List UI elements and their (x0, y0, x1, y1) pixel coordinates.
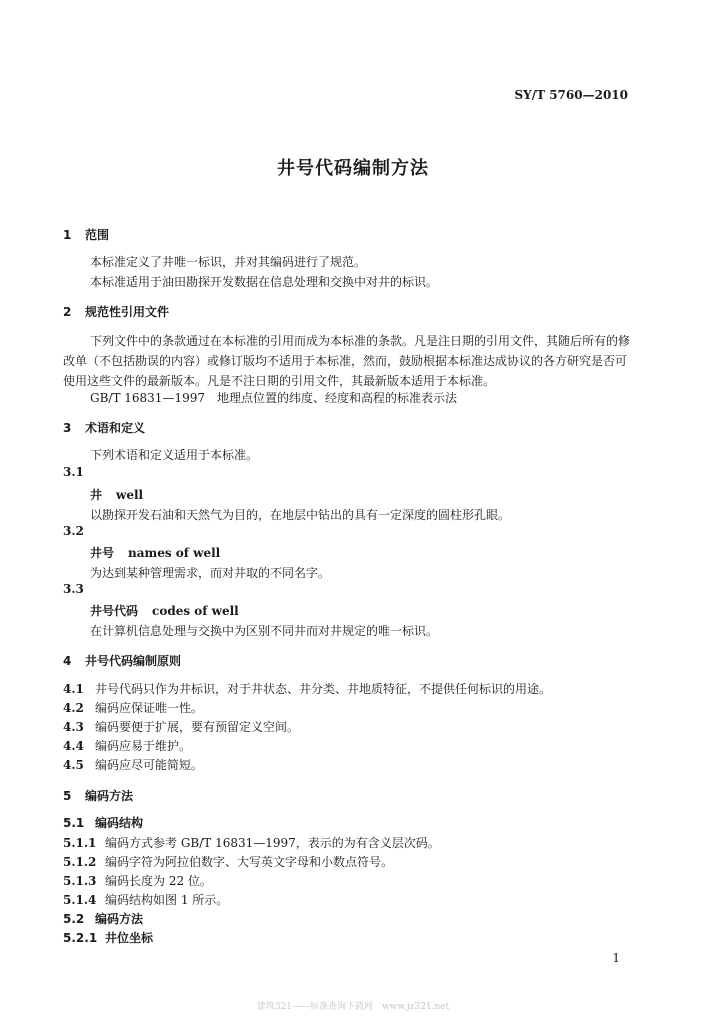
term-cn: 井号 (90, 546, 115, 560)
term-definition: 为达到某种管理需求，而对井取的不同名字。 (90, 566, 331, 580)
section-title: 规范性引用文件 (85, 305, 170, 319)
clause-number: 4.3 (63, 720, 84, 734)
section-number: 5.2 (63, 912, 85, 926)
clause-number: 4.2 (63, 701, 84, 715)
clause-text: 编码要便于扩展，要有预留定义空间。 (95, 720, 300, 734)
list-item (63, 872, 212, 889)
term-number: 3.1 (63, 465, 84, 479)
section-number: 5 (63, 789, 72, 803)
section-number: 5.1 (63, 816, 85, 830)
section-title: 编码方法 (95, 912, 144, 926)
subsection-5-2-heading (63, 910, 143, 927)
term-cn: 井号代码 (90, 604, 139, 618)
clause-text: 编码结构如图 1 所示。 (105, 893, 229, 907)
subsection-5-1-heading (63, 814, 143, 831)
clause-number: 4.1 (63, 682, 84, 696)
list-item (63, 834, 440, 851)
list-item (63, 737, 191, 754)
clause-text: 编码应尽可能简短。 (95, 758, 204, 772)
list-item (63, 756, 203, 773)
clause-text: 编码应易于维护。 (95, 739, 192, 753)
subsection-5-2-1-heading (63, 929, 153, 946)
section-number: 4 (63, 654, 72, 668)
section-number: 2 (63, 305, 72, 319)
document-title: 井号代码编制方法 (277, 158, 429, 179)
clause-text: 井号代码只作为井标识，对于井状态、井分类、井地质特征，不提供任何标识的用途。 (95, 682, 552, 696)
section-title: 井位坐标 (105, 931, 154, 945)
section-title: 术语和定义 (85, 421, 146, 435)
clause-number: 5.1.1 (63, 836, 97, 850)
refs-paragraph: 下列文件中的条款通过在本标准的引用而成为本标准的条款。凡是注日期的引用文件，其随后所有的修改单（不包括勘误的内容）或修订版均不适用于本标准，然而，鼓励根据本标准达成协议的各方研究是否可使用这些文件的最新版本。凡是不注日期的引用文件，其最新版本适用于本标准。 (63, 334, 631, 388)
section-title: 井号代码编制原则 (85, 654, 182, 668)
list-item (63, 680, 551, 697)
term-heading-well (90, 486, 143, 503)
list-item (63, 699, 203, 716)
clause-text: 编码字符为阿拉伯数字、大写英文字母和小数点符号。 (105, 855, 394, 869)
scope-paragraph-2: 本标准适用于油田勘探开发数据在信息处理和交换中对井的标识。 (90, 275, 439, 289)
term-en: codes of well (152, 604, 239, 618)
terms-intro: 下列术语和定义适用于本标准。 (90, 448, 259, 462)
term-number: 3.2 (63, 524, 84, 538)
list-item (63, 718, 299, 735)
section-number: 1 (63, 228, 72, 242)
term-definition: 在计算机信息处理与交换中为区别不同井而对井规定的唯一标识。 (90, 624, 439, 638)
section-number: 5.2.1 (63, 931, 98, 945)
scope-paragraph-1: 本标准定义了井唯一标识，并对其编码进行了规范。 (90, 255, 367, 269)
page-number: 1 (612, 951, 620, 965)
section-1-heading (63, 226, 109, 243)
term-en: well (116, 488, 144, 502)
section-title: 编码结构 (95, 816, 144, 830)
term-heading-names-of-well (90, 544, 220, 561)
clause-number: 5.1.3 (63, 874, 97, 888)
section-3-heading (63, 419, 145, 436)
clause-number: 4.4 (63, 739, 84, 753)
clause-number: 4.5 (63, 758, 84, 772)
section-4-heading (63, 652, 181, 669)
term-number: 3.3 (63, 582, 84, 596)
clause-text: 编码应保证唯一性。 (95, 701, 204, 715)
term-heading-codes-of-well (90, 602, 239, 619)
section-2-heading (63, 303, 169, 320)
clause-number: 5.1.2 (63, 855, 97, 869)
term-en: names of well (128, 546, 221, 560)
term-definition: 以勘探开发石油和天然气为目的，在地层中钻出的具有一定深度的圆柱形孔眼。 (90, 508, 511, 522)
list-item (63, 853, 393, 870)
clause-number: 5.1.4 (63, 893, 97, 907)
section-number: 3 (63, 421, 72, 435)
clause-text: 编码长度为 22 位。 (105, 874, 212, 888)
term-cn: 井 (90, 488, 103, 502)
section-5-heading (63, 787, 133, 804)
clause-text: 编码方式参考 GB/T 16831—1997，表示的为有含义层次码。 (105, 836, 440, 850)
section-title: 编码方法 (85, 789, 134, 803)
refs-standard-item: GB/T 16831—1997 地理点位置的纬度、经度和高程的标准表示法 (90, 391, 457, 405)
list-item (63, 891, 228, 908)
doc-code-header: SY/T 5760—2010 (514, 88, 628, 102)
footer-watermark: 建筑321——标准查询下载网 www.jz321.net (256, 1002, 450, 1012)
section-title: 范围 (85, 228, 110, 242)
